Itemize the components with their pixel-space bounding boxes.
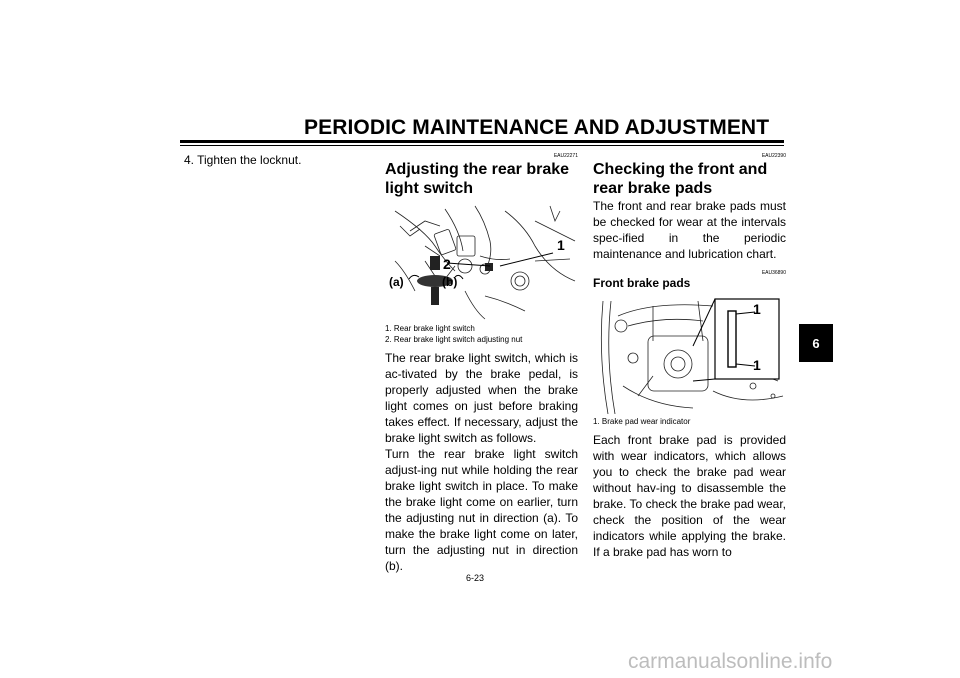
intro-paragraph: The front and rear brake pads must be checked for wear at the intervals spec-ified in the periodic maintenance and lubrication chart. [593,199,786,261]
section-code: EAU22390 [761,153,786,159]
brake-switch-illustration [385,201,578,321]
step-text: 4. Tighten the locknut. [184,153,302,167]
section-code: EAU22271 [553,153,578,159]
callout-1-top: 1 [753,301,761,317]
chapter-tab: 6 [799,324,833,362]
caption-2: 2. Rear brake light switch adjusting nut [385,335,523,344]
brake-pad-figure [593,296,786,414]
figure-caption: 1. Brake pad wear indicator [593,417,691,426]
callout-2: 2 [443,256,451,272]
callout-1: 1 [557,237,565,253]
column-middle [385,150,578,574]
subsection-code: EAU36890 [761,270,786,276]
callout-b: (b) [442,275,458,289]
header-rule-thick [180,140,784,143]
subsection-heading: Front brake pads [593,276,691,290]
paragraph-2: Turn the rear brake light switch adjust-ing nut while holding the rear brake light switch in place. To make the brake light come on earlier, turn the adjusting nut in direction (a). To make the brake light come on later, turn the adjusting nut in direction (b). [385,447,578,573]
callout-1-bottom: 1 [753,357,761,373]
callout-a: (a) [389,275,404,289]
header-rule-thin [180,145,784,146]
section-heading: Adjusting the rear brake light switch [385,161,570,197]
watermark: carmanualsonline.info [628,650,833,673]
column-left [172,150,372,167]
figure-captions [385,323,578,345]
page-number: 6-23 [466,573,485,583]
caption-1: 1. Rear brake light switch [385,324,475,333]
paragraph-1: The rear brake light switch, which is ac-tivated by the brake pedal, is properly adjusted when the brake light comes on just before braking takes effect. If necessary, adjust the brake light switch as follows. [385,351,578,445]
column-right [593,150,786,560]
page-title: PERIODIC MAINTENANCE AND ADJUSTMENT [304,116,770,139]
section-heading: Checking the front and rear brake pads [593,161,768,197]
brake-switch-figure [385,201,578,321]
wear-indicator-paragraph: Each front brake pad is provided with wear indicators, which allows you to check the brake pad wear without hav-ing to disassemble the brake. To check the brake pad wear, check the position of the wear indicators while applying the brake. If a brake pad has worn to [593,433,786,559]
